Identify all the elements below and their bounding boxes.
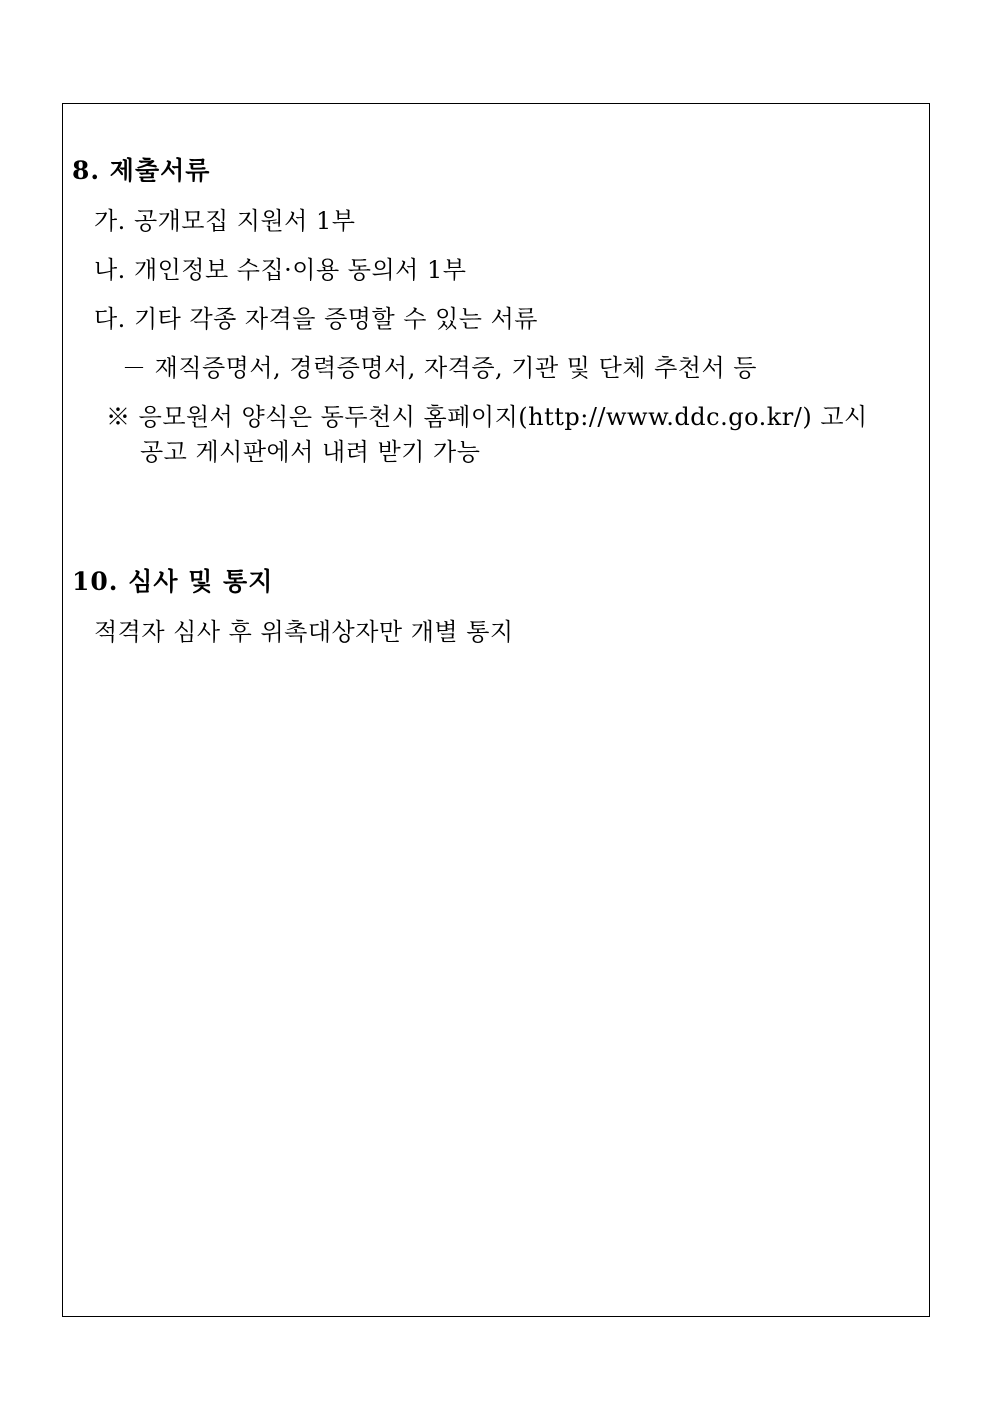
section-8-title: 8. 제출서류: [72, 156, 211, 185]
section-8-item-a: 가. 공개모집 지원서 1부: [94, 207, 356, 235]
section-8-note-line-1: ※ 응모원서 양식은 동두천시 홈페이지(http://www.ddc.go.kr/) 고시: [106, 403, 868, 431]
section-8-sub-item: － 재직증명서, 경력증명서, 자격증, 기관 및 단체 추천서 등: [122, 354, 757, 382]
document-frame: [62, 103, 930, 1317]
section-10-body: 적격자 심사 후 위촉대상자만 개별 통지: [94, 618, 514, 646]
section-8-note-line-2: 공고 게시판에서 내려 받기 가능: [140, 438, 481, 466]
section-8-item-b: 나. 개인정보 수집·이용 동의서 1부: [94, 256, 467, 284]
section-10-title: 10. 심사 및 통지: [72, 567, 274, 596]
section-8-item-c: 다. 기타 각종 자격을 증명할 수 있는 서류: [94, 305, 538, 333]
